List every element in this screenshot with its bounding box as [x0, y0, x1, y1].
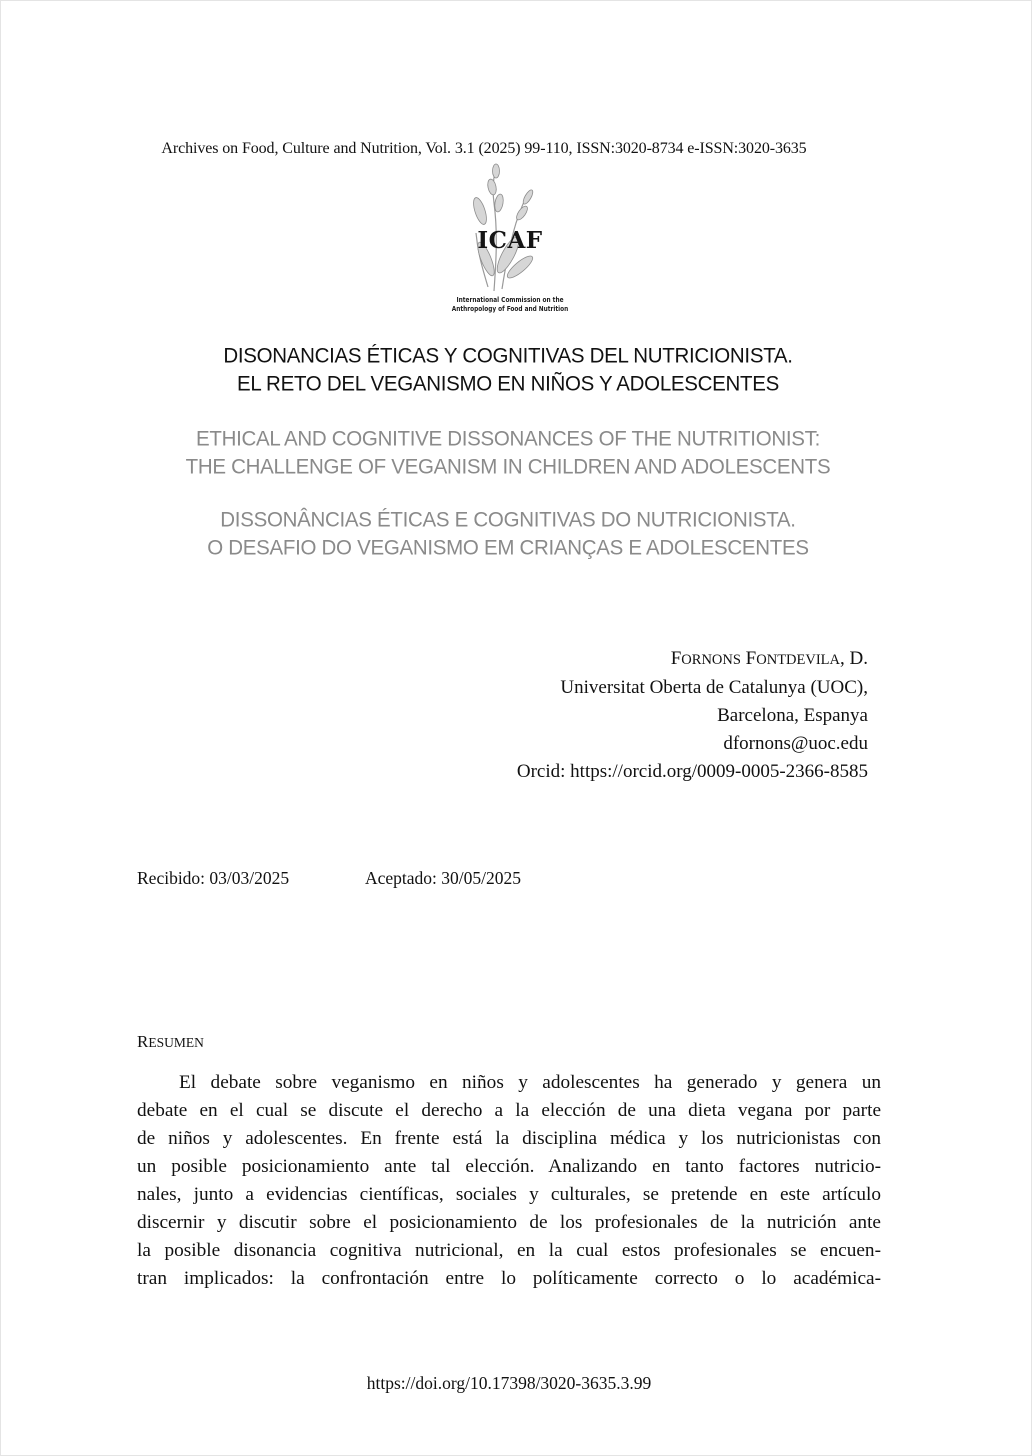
- abstract-line: un posible posicionamiento ante tal elección. Analizando en tanto factores nutricio-: [137, 1156, 881, 1177]
- journal-header: Archives on Food, Culture and Nutrition, Vol. 3.1 (2025) 99-110, ISSN:3020-8734 e-ISSN:3020-3635: [161, 140, 807, 157]
- author-orcid[interactable]: Orcid: https://orcid.org/0009-0005-2366-8585: [516, 761, 868, 782]
- author-affiliation: Universitat Oberta de Catalunya (UOC),: [560, 677, 868, 698]
- author-location: Barcelona, Espanya: [717, 705, 868, 726]
- abstract-line: debate en el cual se discute el derecho a la elección de una dieta vegana por parte: [137, 1100, 881, 1121]
- title-en-line1: ETHICAL AND COGNITIVE DISSONANCES OF THE NUTRITIONIST:: [196, 426, 820, 451]
- logo-acronym: ICAF: [477, 227, 543, 254]
- doi-link[interactable]: https://doi.org/10.17398/3020-3635.3.99: [366, 1373, 652, 1393]
- logo-subtitle-line1: International Commission on the: [456, 296, 564, 304]
- abstract-body: [137, 1069, 881, 1293]
- abstract-line: tran implicados: la confrontación entre lo políticamente correcto o lo académica-: [137, 1268, 881, 1289]
- author-name: FORNONS FONTDEVILA, D.: [670, 648, 868, 669]
- title-pt-line2: O DESAFIO DO VEGANISMO EM CRIANÇAS E ADOLESCENTES: [207, 535, 809, 560]
- date-received: Recibido: 03/03/2025: [137, 868, 290, 888]
- title-spanish: [0, 342, 1016, 398]
- abstract-line: de niños y adolescentes. En frente está la disciplina médica y los nutricionistas con: [137, 1128, 881, 1149]
- title-es-line1: DISONANCIAS ÉTICAS Y COGNITIVAS DEL NUTRICIONISTA.: [223, 343, 793, 368]
- abstract-line: El debate sobre veganismo en niños y adolescentes ha generado y genera un: [179, 1072, 881, 1093]
- abstract-heading: RESUMEN: [137, 1032, 204, 1051]
- author-email[interactable]: dfornons@uoc.edu: [723, 733, 868, 754]
- title-es-line2: EL RETO DEL VEGANISMO EN NIÑOS Y ADOLESCENTES: [236, 371, 780, 396]
- logo-subtitle: [445, 296, 575, 314]
- icaf-logo: [436, 163, 584, 323]
- date-accepted: Aceptado: 30/05/2025: [365, 868, 522, 888]
- title-pt-line1: DISSONÂNCIAS ÉTICAS E COGNITIVAS DO NUTRICIONISTA.: [220, 507, 796, 532]
- title-en-line2: THE CHALLENGE OF VEGANISM IN CHILDREN AND ADOLESCENTS: [185, 454, 831, 479]
- abstract-line: nales, junto a evidencias científicas, sociales y culturales, se pretende en este artículo: [137, 1184, 881, 1205]
- abstract-line: discernir y discutir sobre el posicionamiento de los profesionales de la nutrición ante: [137, 1212, 881, 1233]
- title-portuguese: [0, 506, 1016, 562]
- title-english: [0, 425, 1016, 481]
- logo-subtitle-line2: Anthropology of Food and Nutrition: [451, 305, 569, 313]
- author-info: [517, 645, 868, 786]
- abstract-line: la posible disonancia cognitiva nutricional, en la cual estos profesionales se encuen-: [137, 1240, 881, 1261]
